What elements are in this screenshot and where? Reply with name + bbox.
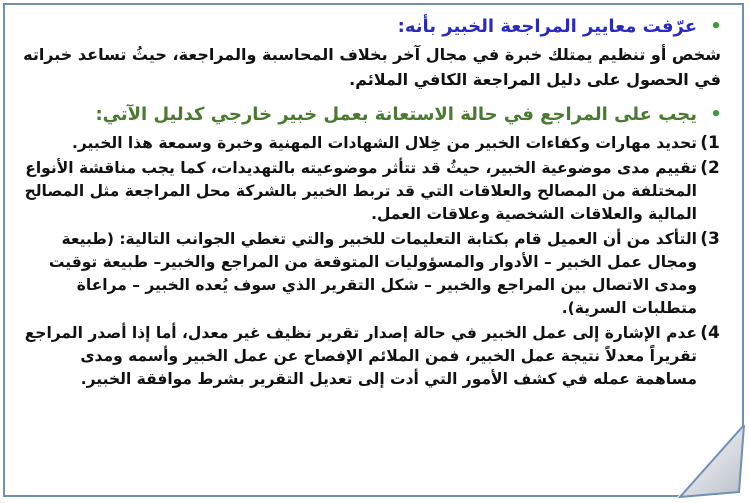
definition-heading: عرّفت معايير المراجعة الخبير بأنه:	[397, 16, 697, 37]
list-item	[14, 132, 723, 155]
item-number: 3)	[700, 229, 720, 249]
definition-text: شخص أو تنظيم يمتلك خبرة في مجال آخر بخلاف المحاسبة والمراجعة، حيثُ تساعد خبراته في الحصول على دليل المراجعة الكافي الملائم.	[23, 45, 721, 89]
requirements-heading: يجب على المراجع في حالة الاستعانة بعمل خبير خارجي كدليل الآتي:	[95, 104, 697, 125]
item-number: 4)	[700, 323, 720, 343]
requirements-list	[14, 132, 723, 391]
item-text: التأكد من أن العميل قام بكتابة التعليمات للخبير والتي تغطي الجوانب التالية: (طبيعة ومجال عمل الخبير – الأدوار والمسؤوليات المتوقعة من المراجع والخبير– طبيعة توقيت ومدى الاتصال بين المراجع والخبير – شكل التقرير الذي سوف يُعده الخبير – مراعاة متطلبات السرية).	[48, 230, 697, 317]
item-text: تحديد مهارات وكفاءات الخبير من خِلال الشهادات المهنية وخبرة وسمعة هذا الخبير.	[72, 134, 697, 152]
item-text: عدم الإشارة إلى عمل الخبير في حالة إصدار تقرير نظيف غير معدل، أما إذا أصدر المراجع تقريراً معدلاً نتيجة عمل الخبير، فمن الملائم الإفصاح عن عمل الخبير وأسمه ومدى مساهمة عمله في كشف الأمور التي أدت إلى تعديل التقرير بشرط موافقة الخبير.	[24, 324, 697, 388]
definition-heading-row	[14, 14, 723, 40]
bullet-dot-icon: •	[710, 104, 722, 125]
list-item	[14, 228, 723, 320]
bullet-dot-icon: •	[710, 16, 722, 37]
item-number: 2)	[700, 158, 720, 178]
list-item	[14, 322, 723, 391]
requirements-heading-row	[14, 102, 723, 128]
list-item	[14, 157, 723, 226]
item-text: تقييم مدى موضوعية الخبير، حيثُ قد تتأثر موضوعيته بالتهديدات، كما يجب مناقشة الأنواع المختلفة من المصالح والعلاقات التي قد تربط الخبير بالشركة محل المراجعة مثل المصالح المالية والعلاقات الشخصية وعلاقات العمل.	[24, 159, 697, 223]
document-content	[14, 14, 723, 393]
item-number: 1)	[700, 133, 720, 153]
